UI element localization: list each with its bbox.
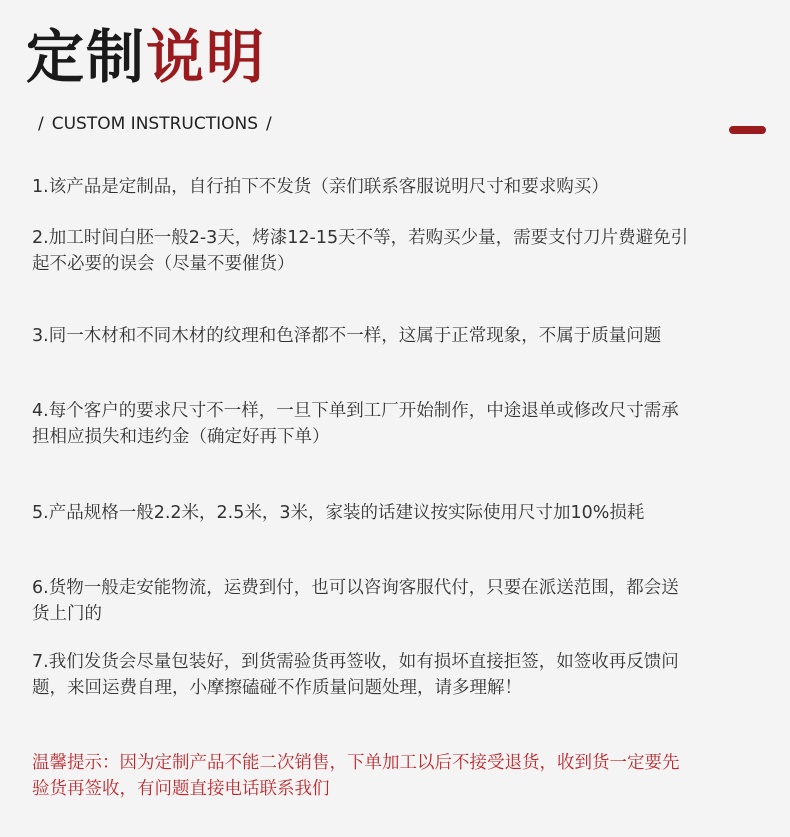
instruction-item-5 [32, 500, 772, 526]
subtitle-slash-left: / [38, 114, 44, 134]
subtitle [30, 112, 280, 136]
instruction-item-1 [32, 174, 772, 200]
instruction-line: 6.货物一般走安能物流，运费到付，也可以咨询客服代付，只要在派送范围，都会送 [32, 578, 679, 598]
instruction-item-2 [32, 225, 772, 277]
instruction-line: 起不必要的误会（尽量不要催货） [32, 254, 295, 274]
subtitle-text: CUSTOM INSTRUCTIONS [51, 114, 258, 134]
warm-tip-notice [32, 750, 772, 802]
instruction-line: 2.加工时间白胚一般2-3天，烤漆12-15天不等，若购买少量，需要支付刀片费避免引 [32, 228, 689, 248]
instruction-item-4 [32, 398, 772, 450]
instruction-line: 4.每个客户的要求尺寸不一样，一旦下单到工厂开始制作，中途退单或修改尺寸需承 [32, 401, 679, 421]
instruction-line: 担相应损失和违约金（确定好再下单） [32, 427, 330, 447]
instruction-item-3 [32, 323, 772, 349]
instruction-line: 题，来回运费自理，小摩擦磕碰不作质量问题处理，请多理解！ [32, 678, 522, 698]
title-part-red: 说明 [146, 23, 267, 91]
instruction-item-6 [32, 575, 772, 627]
notice-line: 验货再签收，有问题直接电话联系我们 [32, 779, 330, 799]
instruction-item-7 [32, 649, 772, 701]
subtitle-slash-right: / [266, 114, 272, 134]
accent-bar [729, 126, 766, 134]
notice-line: 温馨提示：因为定制产品不能二次销售，下单加工以后不接受退货，收到货一定要先 [32, 753, 680, 773]
instruction-line: 3.同一木材和不同木材的纹理和色泽都不一样，这属于正常现象，不属于质量问题 [32, 326, 662, 346]
instruction-line: 7.我们发货会尽量包装好，到货需验货再签收，如有损坏直接拒签，如签收再反馈问 [32, 652, 679, 672]
instruction-line: 货上门的 [32, 604, 102, 624]
title-part-dark: 定制 [26, 23, 147, 91]
page-title [26, 22, 266, 92]
instruction-line: 5.产品规格一般2.2米，2.5米，3米，家装的话建议按实际使用尺寸加10%损耗 [32, 503, 645, 523]
instruction-line: 1.该产品是定制品，自行拍下不发货（亲们联系客服说明尺寸和要求购买） [32, 177, 609, 197]
